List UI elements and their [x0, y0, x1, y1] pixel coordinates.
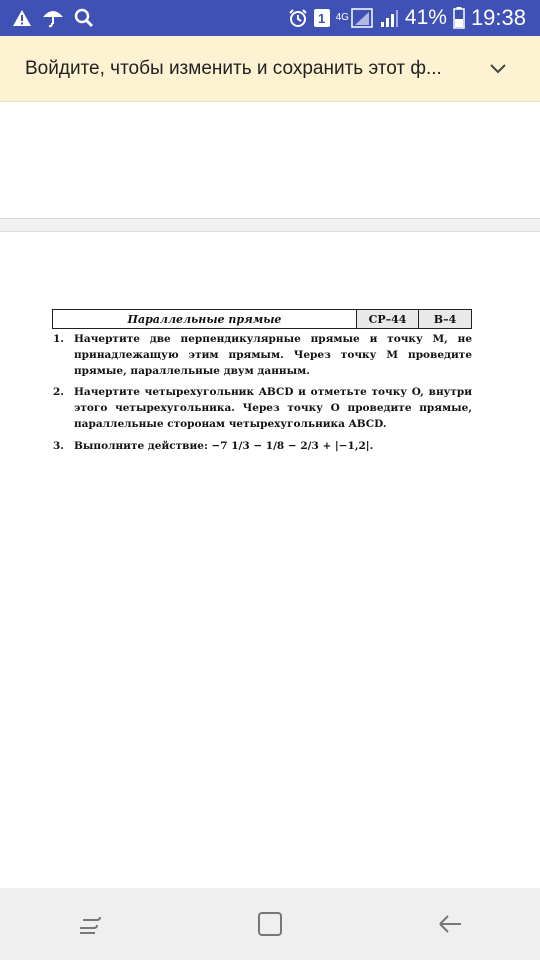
content-blank-area: [0, 102, 540, 218]
task-number: 1.: [53, 333, 64, 345]
page-divider: [0, 218, 540, 232]
banner-text: Войдите, чтобы изменить и сохранить этот ф...: [25, 57, 442, 79]
document-title: Параллельные прямые: [53, 310, 357, 328]
home-icon: [256, 910, 284, 938]
document-code: СР–44: [357, 310, 419, 328]
task-item: [52, 384, 472, 432]
wifi-signal-icon: [351, 8, 373, 28]
chevron-down-icon[interactable]: [488, 59, 508, 79]
document-header: [52, 309, 472, 329]
status-bar: [0, 0, 540, 36]
task-text: Начертите две перпендикулярные прямые и точку M, не принадлежащую этим прямым. Через точку M проведите прямые, параллельные двум данным.: [74, 333, 472, 377]
task-text: Выполните действие: −7 1/3 − 1/8 − 2/3 + |−1,2|.: [74, 440, 374, 452]
cell-signal-icon: [379, 8, 399, 28]
battery-icon: [453, 7, 465, 29]
warning-icon: [12, 9, 32, 27]
battery-percent: 41%: [404, 6, 447, 29]
document-variant: В–4: [419, 310, 471, 328]
task-number: 3.: [53, 440, 64, 452]
navigation-bar: [0, 888, 540, 960]
network-type: 4G: [335, 12, 349, 23]
home-button[interactable]: [248, 902, 292, 946]
umbrella-icon: [42, 8, 64, 28]
back-button[interactable]: [428, 902, 472, 946]
recent-apps-button[interactable]: [68, 902, 112, 946]
task-number: 2.: [53, 386, 64, 398]
search-icon: [74, 8, 94, 28]
sign-in-banner[interactable]: [0, 36, 540, 102]
task-text: Начертите четырехугольник ABCD и отметьте точку O, внутри этого четырехугольника. Через точку O проведите прямые, параллельные сторонам четырехугольника ABCD.: [74, 386, 472, 430]
sim-badge: 1: [314, 9, 330, 27]
back-icon: [435, 909, 465, 939]
recent-apps-icon: [75, 909, 105, 939]
status-time: 19:38: [470, 5, 526, 30]
document-page: [52, 309, 472, 454]
task-item: [52, 438, 472, 454]
alarm-icon: [288, 8, 308, 28]
task-item: [52, 331, 472, 379]
